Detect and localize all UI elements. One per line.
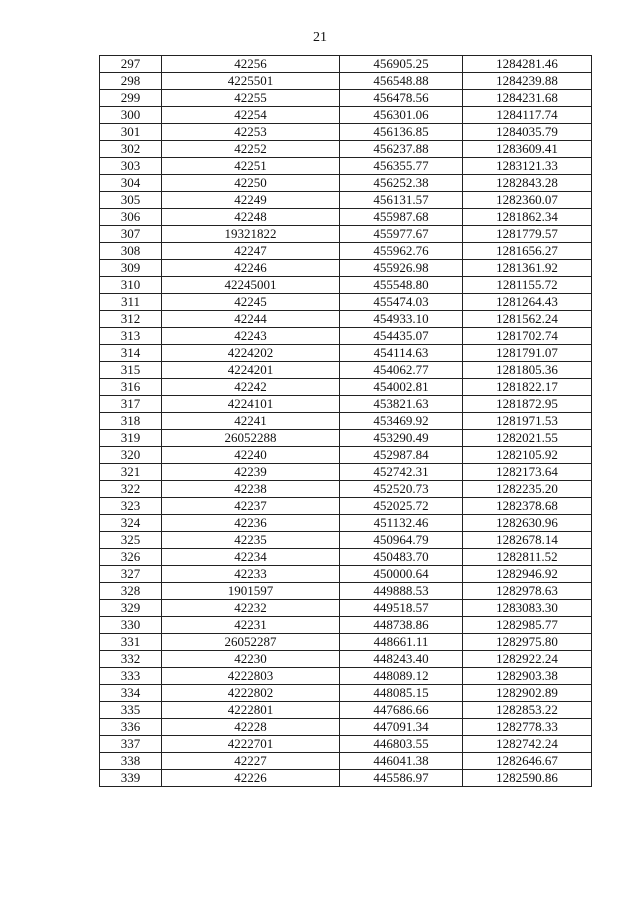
row-number-cell: 312 xyxy=(100,311,162,328)
y-coordinate-cell: 1281791.07 xyxy=(463,345,592,362)
x-coordinate-cell: 456548.88 xyxy=(340,73,463,90)
y-coordinate-cell: 1282985.77 xyxy=(463,617,592,634)
y-coordinate-cell: 1282590.86 xyxy=(463,770,592,787)
row-number-cell: 330 xyxy=(100,617,162,634)
x-coordinate-cell: 450000.64 xyxy=(340,566,463,583)
row-number-cell: 307 xyxy=(100,226,162,243)
x-coordinate-cell: 446041.38 xyxy=(340,753,463,770)
x-coordinate-cell: 456355.77 xyxy=(340,158,463,175)
y-coordinate-cell: 1282173.64 xyxy=(463,464,592,481)
x-coordinate-cell: 456237.88 xyxy=(340,141,463,158)
point-id-cell: 42241 xyxy=(162,413,340,430)
point-id-cell: 4224201 xyxy=(162,362,340,379)
y-coordinate-cell: 1281779.57 xyxy=(463,226,592,243)
point-id-cell: 26052288 xyxy=(162,430,340,447)
row-number-cell: 300 xyxy=(100,107,162,124)
row-number-cell: 319 xyxy=(100,430,162,447)
x-coordinate-cell: 455987.68 xyxy=(340,209,463,226)
point-id-cell: 42245001 xyxy=(162,277,340,294)
y-coordinate-cell: 1282021.55 xyxy=(463,430,592,447)
table-row xyxy=(100,651,592,668)
row-number-cell: 310 xyxy=(100,277,162,294)
y-coordinate-cell: 1281872.95 xyxy=(463,396,592,413)
row-number-cell: 306 xyxy=(100,209,162,226)
row-number-cell: 337 xyxy=(100,736,162,753)
table-row xyxy=(100,56,592,73)
y-coordinate-cell: 1282975.80 xyxy=(463,634,592,651)
table-row xyxy=(100,583,592,600)
row-number-cell: 331 xyxy=(100,634,162,651)
y-coordinate-cell: 1281805.36 xyxy=(463,362,592,379)
y-coordinate-cell: 1282922.24 xyxy=(463,651,592,668)
table-row xyxy=(100,481,592,498)
table-row xyxy=(100,719,592,736)
x-coordinate-cell: 455474.03 xyxy=(340,294,463,311)
row-number-cell: 327 xyxy=(100,566,162,583)
y-coordinate-cell: 1281656.27 xyxy=(463,243,592,260)
point-id-cell: 1901597 xyxy=(162,583,340,600)
row-number-cell: 332 xyxy=(100,651,162,668)
point-id-cell: 42253 xyxy=(162,124,340,141)
row-number-cell: 308 xyxy=(100,243,162,260)
table-row xyxy=(100,736,592,753)
row-number-cell: 322 xyxy=(100,481,162,498)
y-coordinate-cell: 1282235.20 xyxy=(463,481,592,498)
point-id-cell: 42255 xyxy=(162,90,340,107)
point-id-cell: 42240 xyxy=(162,447,340,464)
point-id-cell: 42232 xyxy=(162,600,340,617)
x-coordinate-cell: 449888.53 xyxy=(340,583,463,600)
x-coordinate-cell: 445586.97 xyxy=(340,770,463,787)
point-id-cell: 42246 xyxy=(162,260,340,277)
x-coordinate-cell: 446803.55 xyxy=(340,736,463,753)
point-id-cell: 42256 xyxy=(162,56,340,73)
row-number-cell: 309 xyxy=(100,260,162,277)
point-id-cell: 42231 xyxy=(162,617,340,634)
x-coordinate-cell: 456136.85 xyxy=(340,124,463,141)
row-number-cell: 318 xyxy=(100,413,162,430)
point-id-cell: 42226 xyxy=(162,770,340,787)
y-coordinate-cell: 1282946.92 xyxy=(463,566,592,583)
x-coordinate-cell: 452025.72 xyxy=(340,498,463,515)
table-row xyxy=(100,498,592,515)
row-number-cell: 315 xyxy=(100,362,162,379)
row-number-cell: 333 xyxy=(100,668,162,685)
row-number-cell: 321 xyxy=(100,464,162,481)
point-id-cell: 4225501 xyxy=(162,73,340,90)
x-coordinate-cell: 455926.98 xyxy=(340,260,463,277)
x-coordinate-cell: 447686.66 xyxy=(340,702,463,719)
table-row xyxy=(100,124,592,141)
y-coordinate-cell: 1281971.53 xyxy=(463,413,592,430)
y-coordinate-cell: 1284281.46 xyxy=(463,56,592,73)
x-coordinate-cell: 456131.57 xyxy=(340,192,463,209)
x-coordinate-cell: 455962.76 xyxy=(340,243,463,260)
point-id-cell: 42234 xyxy=(162,549,340,566)
y-coordinate-cell: 1281822.17 xyxy=(463,379,592,396)
point-id-cell: 42239 xyxy=(162,464,340,481)
y-coordinate-cell: 1282105.92 xyxy=(463,447,592,464)
point-id-cell: 4224202 xyxy=(162,345,340,362)
table-row xyxy=(100,770,592,787)
table-row xyxy=(100,464,592,481)
y-coordinate-cell: 1281562.24 xyxy=(463,311,592,328)
row-number-cell: 303 xyxy=(100,158,162,175)
y-coordinate-cell: 1281862.34 xyxy=(463,209,592,226)
table-row xyxy=(100,413,592,430)
x-coordinate-cell: 456252.38 xyxy=(340,175,463,192)
table-row xyxy=(100,379,592,396)
point-id-cell: 42228 xyxy=(162,719,340,736)
point-id-cell: 42254 xyxy=(162,107,340,124)
point-id-cell: 42249 xyxy=(162,192,340,209)
row-number-cell: 334 xyxy=(100,685,162,702)
x-coordinate-cell: 448243.40 xyxy=(340,651,463,668)
row-number-cell: 304 xyxy=(100,175,162,192)
row-number-cell: 328 xyxy=(100,583,162,600)
page-number: 21 xyxy=(313,30,327,45)
point-id-cell: 4222803 xyxy=(162,668,340,685)
table-row xyxy=(100,158,592,175)
x-coordinate-cell: 452742.31 xyxy=(340,464,463,481)
point-id-cell: 42243 xyxy=(162,328,340,345)
row-number-cell: 317 xyxy=(100,396,162,413)
row-number-cell: 316 xyxy=(100,379,162,396)
x-coordinate-cell: 450483.70 xyxy=(340,549,463,566)
point-id-cell: 42245 xyxy=(162,294,340,311)
table-row xyxy=(100,175,592,192)
x-coordinate-cell: 448738.86 xyxy=(340,617,463,634)
table-row xyxy=(100,753,592,770)
y-coordinate-cell: 1283121.33 xyxy=(463,158,592,175)
row-number-cell: 326 xyxy=(100,549,162,566)
row-number-cell: 302 xyxy=(100,141,162,158)
table-row xyxy=(100,549,592,566)
table-row xyxy=(100,243,592,260)
point-id-cell: 42235 xyxy=(162,532,340,549)
x-coordinate-cell: 454062.77 xyxy=(340,362,463,379)
point-id-cell: 42250 xyxy=(162,175,340,192)
table-row xyxy=(100,73,592,90)
table-row xyxy=(100,515,592,532)
coordinates-table xyxy=(99,55,592,787)
row-number-cell: 335 xyxy=(100,702,162,719)
point-id-cell: 42247 xyxy=(162,243,340,260)
table-row xyxy=(100,192,592,209)
x-coordinate-cell: 456301.06 xyxy=(340,107,463,124)
point-id-cell: 42251 xyxy=(162,158,340,175)
row-number-cell: 313 xyxy=(100,328,162,345)
point-id-cell: 4222802 xyxy=(162,685,340,702)
row-number-cell: 336 xyxy=(100,719,162,736)
y-coordinate-cell: 1284035.79 xyxy=(463,124,592,141)
table-row xyxy=(100,311,592,328)
y-coordinate-cell: 1281264.43 xyxy=(463,294,592,311)
point-id-cell: 42248 xyxy=(162,209,340,226)
table-row xyxy=(100,600,592,617)
row-number-cell: 301 xyxy=(100,124,162,141)
y-coordinate-cell: 1282978.63 xyxy=(463,583,592,600)
point-id-cell: 42230 xyxy=(162,651,340,668)
y-coordinate-cell: 1282903.38 xyxy=(463,668,592,685)
row-number-cell: 311 xyxy=(100,294,162,311)
x-coordinate-cell: 454114.63 xyxy=(340,345,463,362)
table-row xyxy=(100,294,592,311)
x-coordinate-cell: 454002.81 xyxy=(340,379,463,396)
y-coordinate-cell: 1282360.07 xyxy=(463,192,592,209)
point-id-cell: 4222701 xyxy=(162,736,340,753)
x-coordinate-cell: 452987.84 xyxy=(340,447,463,464)
point-id-cell: 42238 xyxy=(162,481,340,498)
coordinates-table-body xyxy=(100,56,592,787)
y-coordinate-cell: 1283609.41 xyxy=(463,141,592,158)
table-row xyxy=(100,141,592,158)
table-row xyxy=(100,226,592,243)
x-coordinate-cell: 450964.79 xyxy=(340,532,463,549)
y-coordinate-cell: 1282678.14 xyxy=(463,532,592,549)
row-number-cell: 299 xyxy=(100,90,162,107)
x-coordinate-cell: 455548.80 xyxy=(340,277,463,294)
y-coordinate-cell: 1282630.96 xyxy=(463,515,592,532)
x-coordinate-cell: 456905.25 xyxy=(340,56,463,73)
row-number-cell: 325 xyxy=(100,532,162,549)
y-coordinate-cell: 1282853.22 xyxy=(463,702,592,719)
row-number-cell: 320 xyxy=(100,447,162,464)
x-coordinate-cell: 448089.12 xyxy=(340,668,463,685)
y-coordinate-cell: 1282742.24 xyxy=(463,736,592,753)
table-row xyxy=(100,260,592,277)
point-id-cell: 42227 xyxy=(162,753,340,770)
row-number-cell: 323 xyxy=(100,498,162,515)
table-row xyxy=(100,685,592,702)
table-row xyxy=(100,702,592,719)
x-coordinate-cell: 454933.10 xyxy=(340,311,463,328)
point-id-cell: 4224101 xyxy=(162,396,340,413)
y-coordinate-cell: 1282843.28 xyxy=(463,175,592,192)
point-id-cell: 42236 xyxy=(162,515,340,532)
y-coordinate-cell: 1282811.52 xyxy=(463,549,592,566)
table-row xyxy=(100,430,592,447)
table-row xyxy=(100,447,592,464)
row-number-cell: 298 xyxy=(100,73,162,90)
table-row xyxy=(100,396,592,413)
x-coordinate-cell: 451132.46 xyxy=(340,515,463,532)
table-row xyxy=(100,328,592,345)
row-number-cell: 338 xyxy=(100,753,162,770)
table-row xyxy=(100,345,592,362)
table-row xyxy=(100,362,592,379)
point-id-cell: 19321822 xyxy=(162,226,340,243)
row-number-cell: 339 xyxy=(100,770,162,787)
table-row xyxy=(100,634,592,651)
table-row xyxy=(100,277,592,294)
table-row xyxy=(100,668,592,685)
y-coordinate-cell: 1282378.68 xyxy=(463,498,592,515)
y-coordinate-cell: 1284239.88 xyxy=(463,73,592,90)
x-coordinate-cell: 452520.73 xyxy=(340,481,463,498)
row-number-cell: 329 xyxy=(100,600,162,617)
table-row xyxy=(100,566,592,583)
y-coordinate-cell: 1281702.74 xyxy=(463,328,592,345)
table-row xyxy=(100,107,592,124)
x-coordinate-cell: 454435.07 xyxy=(340,328,463,345)
y-coordinate-cell: 1284117.74 xyxy=(463,107,592,124)
x-coordinate-cell: 449518.57 xyxy=(340,600,463,617)
x-coordinate-cell: 447091.34 xyxy=(340,719,463,736)
table-row xyxy=(100,90,592,107)
table-row xyxy=(100,209,592,226)
y-coordinate-cell: 1284231.68 xyxy=(463,90,592,107)
point-id-cell: 42237 xyxy=(162,498,340,515)
point-id-cell: 4222801 xyxy=(162,702,340,719)
y-coordinate-cell: 1282902.89 xyxy=(463,685,592,702)
x-coordinate-cell: 453821.63 xyxy=(340,396,463,413)
table-row xyxy=(100,617,592,634)
x-coordinate-cell: 453469.92 xyxy=(340,413,463,430)
point-id-cell: 42244 xyxy=(162,311,340,328)
x-coordinate-cell: 456478.56 xyxy=(340,90,463,107)
point-id-cell: 26052287 xyxy=(162,634,340,651)
y-coordinate-cell: 1282646.67 xyxy=(463,753,592,770)
table-row xyxy=(100,532,592,549)
y-coordinate-cell: 1282778.33 xyxy=(463,719,592,736)
x-coordinate-cell: 448661.11 xyxy=(340,634,463,651)
row-number-cell: 314 xyxy=(100,345,162,362)
x-coordinate-cell: 453290.49 xyxy=(340,430,463,447)
row-number-cell: 305 xyxy=(100,192,162,209)
point-id-cell: 42233 xyxy=(162,566,340,583)
x-coordinate-cell: 455977.67 xyxy=(340,226,463,243)
point-id-cell: 42252 xyxy=(162,141,340,158)
x-coordinate-cell: 448085.15 xyxy=(340,685,463,702)
y-coordinate-cell: 1281155.72 xyxy=(463,277,592,294)
row-number-cell: 324 xyxy=(100,515,162,532)
y-coordinate-cell: 1281361.92 xyxy=(463,260,592,277)
row-number-cell: 297 xyxy=(100,56,162,73)
point-id-cell: 42242 xyxy=(162,379,340,396)
y-coordinate-cell: 1283083.30 xyxy=(463,600,592,617)
